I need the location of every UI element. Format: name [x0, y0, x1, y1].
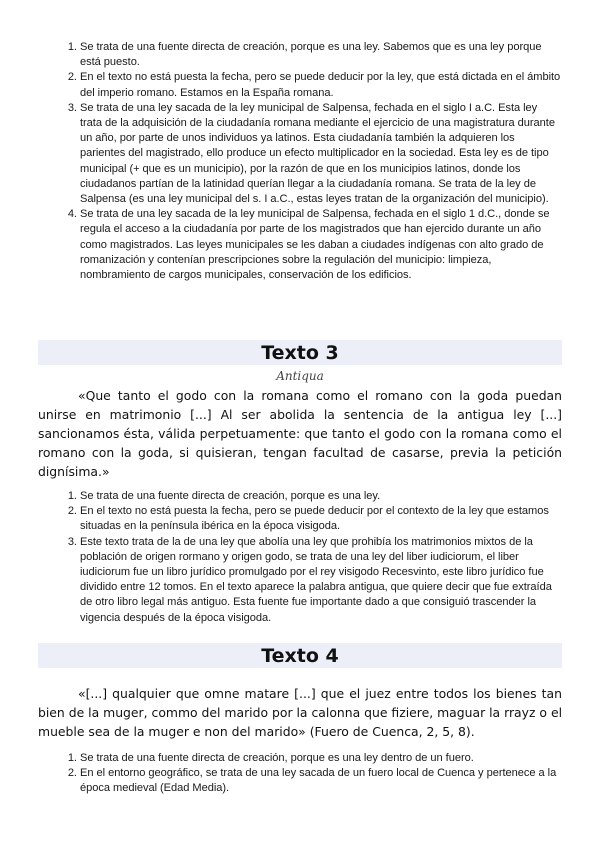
list-item: 4. Se trata de una ley sacada de la ley municipal de Salpensa, fechada en el siglo 1 d.C., donde se regula el acceso a la ciudadanía por parte de los magistrados que han ejercido durante un año como magistrados. Las leyes municipales se les daban a ciudades indígenas con alto grado de romanización y contenían prescripciones sobre la regulación del municipio: limpieza, nombramiento de cargos municipales, conservación de los edificios.: [80, 207, 562, 283]
quote-text: «Que tanto el godo con la romana como el romano con la goda puedan unirse en matrimonio [...] Al ser abolida la sentencia de la antigua ley [...] sancionamos ésta, válida perpetuamente: que tanto el godo con la romana como el romano con la goda, si quisieran, tengan facultad de casarse, previa la petición dignísima.»: [38, 388, 562, 479]
list-item: 2. En el texto no está puesta la fecha, pero se puede deducir por el contexto de la ley que estamos situadas en la península ibérica en la época visigoda.: [80, 504, 562, 534]
section-title: Texto 4: [261, 645, 339, 667]
answer-list: [0, 751, 600, 797]
previous-section-answers: [0, 40, 600, 283]
quote-block: [38, 684, 562, 741]
answer-list: [0, 489, 600, 626]
quote-text: «[...] qualquier que omne matare [...] que el juez entre todos los bienes tan bien de la muger, commo del marido por la calonna que fiziere, maguar la rrayz o el mueble sea de la muger e non del marido» (Fuero de Cuenca, 2, 5, 8).: [38, 686, 563, 739]
list-item: 1. Se trata de una fuente directa de creación, porque es una ley.: [80, 489, 562, 504]
list-item: 2. En el entorno geográfico, se trata de una ley sacada de un fuero local de Cuenca y pertenece a la época medieval (Edad Media).: [80, 766, 562, 796]
list-item: 3. Este texto trata de la de una ley que abolía una ley que prohibía los matrimonios mixtos de la población de origen rormano y origen godo, se trata de una ley del liber iudiciorum, el liber iudiciorum fue un libro jurídico promulgado por el rey visigodo Recesvinto, este libro jurídico fue dividido entre 12 tomos. En el texto aparece la palabra antigua, que quiere decir que fue extraída de otro libro legal más antiguo. Esta fuente fue importante dado a que consiguió trascender la vigencia después de la época visigoda.: [80, 535, 562, 626]
list-item: 1. Se trata de una fuente directa de creación, porque es una ley dentro de un fuero.: [80, 751, 562, 766]
quote-block: [38, 386, 562, 481]
section-subtitle: Antiqua: [276, 369, 324, 383]
list-item: 2. En el texto no está puesta la fecha, pero se puede deducir por la ley, que está dictada en el ámbito del imperio romano. Estamos en la España romana.: [80, 70, 562, 100]
texto4-answers: [0, 751, 600, 797]
list-item: 3. Se trata de una ley sacada de la ley municipal de Salpensa, fechada en el siglo I a.C. Esta ley trata de la adquisición de la ciudadanía romana mediante el ejercicio de una magistratura durante un año, por parte de unos individuos ya latinos. Esta ciudadanía también la adquieren los parientes del magistrado, ello produce un efecto multiplicador en la sociedad. Esta ley es de tipo municipal (+ que es un municipio), por la razón de que en los municipios latinos, donde los ciudadanos partían de la latinidad querían llegar a la ciudadanía romana. Se trata de la ley de Salpensa (es una ley municipal del s. I a.C., estas leyes tratan de la organización del municipio).: [80, 101, 562, 207]
answer-list: [0, 40, 600, 283]
list-item: 1. Se trata de una fuente directa de creación, porque es una ley. Sabemos que es una ley porque está puesto.: [80, 40, 562, 70]
texto3-answers: [0, 489, 600, 626]
section-title: Texto 3: [261, 342, 339, 364]
